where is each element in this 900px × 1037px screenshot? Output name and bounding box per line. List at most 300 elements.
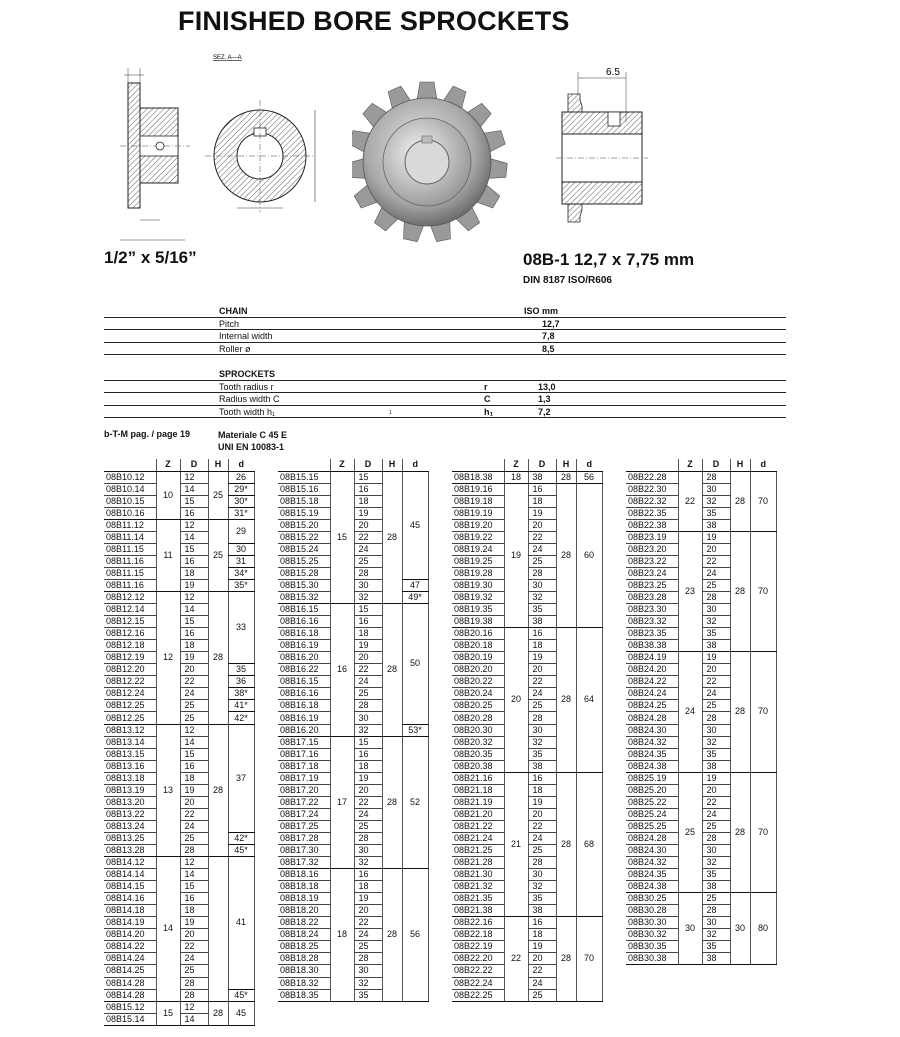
table-row [452,628,602,640]
bore-diameter: 18 [180,567,208,579]
product-code: 08B13.15 [104,748,156,760]
hub-diameter: 41* [228,700,254,712]
hub-diameter: 52 [402,736,428,869]
product-code: 08B18.25 [278,941,330,953]
product-code: 08B21.20 [452,808,504,820]
product-code: 08B10.14 [104,483,156,495]
bore-diameter: 30 [528,579,556,591]
sprocket-spec-table [104,368,786,418]
product-code: 08B30.38 [626,953,678,965]
hub-length: 28 [382,471,402,604]
product-code: 08B15.15 [278,471,330,483]
product-code: 08B23.20 [626,543,678,555]
product-code: 08B18.28 [278,953,330,965]
product-code: 08B24.20 [626,664,678,676]
standards-label: DIN 8187 ISO/R606 [523,275,612,286]
column-header-h: H [208,459,228,471]
product-code: 08B19.25 [452,555,504,567]
bore-diameter: 30 [354,579,382,591]
product-code: 08B20.38 [452,760,504,772]
product-code: 08B20.18 [452,640,504,652]
bore-diameter: 32 [354,857,382,869]
product-code: 08B12.14 [104,604,156,616]
chain-spec-row [104,330,786,343]
bore-diameter: 28 [702,832,730,844]
bore-diameter: 30 [354,845,382,857]
bore-diameter: 22 [354,796,382,808]
bore-diameter: 38 [702,519,730,531]
product-code: 08B19.35 [452,604,504,616]
sprocket-header-label: SPROCKETS [219,369,276,379]
product-code: 08B15.14 [104,1013,156,1025]
product-code: 08B22.30 [626,483,678,495]
bore-diameter: 14 [180,604,208,616]
chain-spec-row [104,343,786,356]
bore-diameter: 32 [354,977,382,989]
sprocket-row-label: Tooth radius r [219,381,274,392]
side-section-drawing [548,62,654,234]
bore-diameter: 30 [528,869,556,881]
product-code: 08B17.30 [278,845,330,857]
sprocket-row-symbol: r [484,381,488,392]
hub-length: 28 [208,592,228,725]
bore-diameter: 32 [354,724,382,736]
hub-diameter: 70 [750,531,776,651]
sprocket-table [626,459,777,965]
teeth-count: 23 [678,531,702,651]
table-row [278,736,428,748]
column-header-z: Z [330,459,354,471]
column-header-h: H [730,459,750,471]
hub-length: 28 [382,736,402,869]
column-header-d: D [354,459,382,471]
product-code: 08B23.32 [626,616,678,628]
bore-diameter: 28 [702,471,730,483]
bore-diameter: 14 [180,483,208,495]
bore-diameter: 30 [702,917,730,929]
chain-unit-label: ISO mm [524,306,559,316]
product-code: 08B11.12 [104,519,156,531]
product-code: 08B21.22 [452,820,504,832]
table-header-row [104,459,254,471]
table-row [104,857,254,869]
hub-diameter: 30* [228,495,254,507]
teeth-count: 17 [330,736,354,869]
table-header-row [452,459,602,471]
product-code: 08B21.35 [452,893,504,905]
bore-diameter: 22 [702,555,730,567]
product-code: 08B24.38 [626,881,678,893]
table-row [452,483,602,495]
product-code: 08B15.24 [278,543,330,555]
bore-diameter: 35 [702,869,730,881]
bore-diameter: 16 [354,616,382,628]
bore-diameter: 22 [528,676,556,688]
teeth-count: 21 [504,772,528,917]
product-code: 08B13.25 [104,832,156,844]
bore-diameter: 24 [180,820,208,832]
product-code: 08B12.15 [104,616,156,628]
hub-diameter: 45 [228,1001,254,1025]
bore-diameter: 15 [180,881,208,893]
material-info [218,429,287,453]
bore-diameter: 20 [702,664,730,676]
bore-diameter: 16 [354,483,382,495]
hub-diameter: 70 [750,652,776,772]
product-code: 08B16.20 [278,652,330,664]
product-code: 08B25.25 [626,820,678,832]
product-code: 08B14.24 [104,953,156,965]
bore-diameter: 16 [180,507,208,519]
sprocket-table-2 [278,459,429,1002]
hub-diameter: 41 [228,857,254,990]
bore-diameter: 28 [528,567,556,579]
bore-diameter: 16 [528,917,556,929]
product-code: 08B16.18 [278,628,330,640]
bore-diameter: 15 [180,748,208,760]
bore-diameter: 15 [354,736,382,748]
hub-length: 30 [730,893,750,965]
product-code: 08B20.24 [452,688,504,700]
hub-diameter: 56 [402,869,428,1002]
product-code: 08B20.16 [452,628,504,640]
product-code: 08B21.30 [452,869,504,881]
bore-diameter: 35 [528,893,556,905]
bore-diameter: 24 [354,676,382,688]
bore-diameter: 19 [354,772,382,784]
bore-diameter: 15 [180,616,208,628]
teeth-count: 13 [156,724,180,857]
product-code: 08B16.15 [278,676,330,688]
hub-diameter: 26 [228,471,254,483]
bore-diameter: 28 [354,832,382,844]
product-code: 08B17.32 [278,857,330,869]
bore-diameter: 20 [354,519,382,531]
table-row [278,869,428,881]
bore-diameter: 19 [528,652,556,664]
hub-length: 28 [556,917,576,1001]
bore-diameter: 19 [180,652,208,664]
product-code: 08B16.19 [278,640,330,652]
teeth-count: 16 [330,604,354,737]
sprocket-row-value: 7,2 [538,406,551,417]
code-column-header [626,459,678,471]
product-code: 08B15.32 [278,592,330,604]
hub-diameter: 80 [750,893,776,965]
teeth-count: 25 [678,772,702,892]
bore-diameter: 24 [702,808,730,820]
bore-diameter: 18 [354,760,382,772]
table-row [626,652,776,664]
bore-diameter: 30 [702,604,730,616]
bore-diameter: 16 [354,748,382,760]
column-header-d: D [528,459,556,471]
code-column-header [278,459,330,471]
bore-diameter: 25 [354,555,382,567]
table-header-row [626,459,776,471]
chain-row-label: Pitch [219,318,240,329]
hub-length: 28 [730,471,750,531]
product-code: 08B17.22 [278,796,330,808]
page-title: FINISHED BORE SPROCKETS [178,6,570,36]
product-code: 08B18.22 [278,917,330,929]
size-inch-label: 1/2” x 5/16” [104,248,197,267]
teeth-count: 11 [156,519,180,591]
hub-length [208,857,228,1002]
hub-diameter: 70 [576,917,602,1001]
sprocket-table-3 [452,459,603,1002]
product-code: 08B21.18 [452,784,504,796]
bore-diameter: 38 [702,953,730,965]
bore-diameter: 15 [354,471,382,483]
product-code: 08B22.18 [452,929,504,941]
bore-diameter: 24 [702,688,730,700]
bore-diameter: 24 [702,567,730,579]
hub-length: 25 [208,471,228,519]
product-code: 08B18.16 [278,869,330,881]
product-code: 08B11.16 [104,579,156,591]
product-code: 08B13.12 [104,724,156,736]
product-code: 08B16.16 [278,688,330,700]
product-code: 08B30.35 [626,941,678,953]
product-code: 08B17.20 [278,784,330,796]
sprocket-row-note: 1 [389,409,392,416]
bore-diameter: 15 [354,604,382,616]
bore-diameter: 20 [528,519,556,531]
bore-diameter: 35 [528,748,556,760]
bore-diameter: 16 [180,628,208,640]
table-row [104,724,254,736]
bore-diameter: 22 [354,531,382,543]
bore-diameter: 25 [702,820,730,832]
product-code: 08B11.16 [104,555,156,567]
width-dimension: 6.5 [606,67,620,78]
hub-diameter: 70 [750,471,776,531]
product-code: 08B16.22 [278,664,330,676]
product-code: 08B17.25 [278,820,330,832]
bore-diameter: 28 [354,700,382,712]
product-code: 08B15.19 [278,507,330,519]
product-code: 08B19.20 [452,519,504,531]
bore-diameter: 12 [180,592,208,604]
bore-diameter: 15 [180,543,208,555]
product-code: 08B24.28 [626,712,678,724]
bore-diameter: 18 [354,495,382,507]
product-code: 08B18.35 [278,989,330,1001]
product-code: 08B14.14 [104,869,156,881]
table-row [278,604,428,616]
bore-diameter: 25 [702,893,730,905]
bore-diameter: 25 [528,989,556,1001]
hub-diameter: 34* [228,567,254,579]
product-code: 08B15.22 [278,531,330,543]
bore-diameter: 32 [702,857,730,869]
bore-diameter: 22 [180,676,208,688]
bore-diameter: 38 [528,471,556,483]
bore-diameter: 38 [528,616,556,628]
bore-diameter: 14 [180,736,208,748]
bore-diameter: 14 [180,1013,208,1025]
teeth-count: 24 [678,652,702,772]
chain-header-label: CHAIN [219,306,248,316]
bore-diameter: 19 [180,579,208,591]
teeth-count: 19 [504,483,528,628]
product-code: 08B18.19 [278,893,330,905]
bore-diameter: 30 [702,483,730,495]
product-code: 08B25.24 [626,808,678,820]
product-code: 08B19.16 [452,483,504,495]
bore-diameter: 14 [180,869,208,881]
sprocket-row-label: Tooth width h₁ [219,406,276,417]
sprocket-spec-row [104,381,786,394]
product-code: 08B22.38 [626,519,678,531]
hub-diameter: 31* [228,507,254,519]
table-row [626,772,776,784]
chain-row-value: 12,7 [542,318,560,329]
code-column-header [452,459,504,471]
bore-diameter: 38 [528,760,556,772]
product-code: 08B14.19 [104,917,156,929]
product-code: 08B24.32 [626,736,678,748]
product-code: 08B20.20 [452,664,504,676]
bore-diameter: 25 [702,579,730,591]
hub-section-drawing [100,48,340,253]
product-code: 08B22.20 [452,953,504,965]
sprocket-table [104,459,255,1026]
product-code: 08B23.25 [626,579,678,591]
product-code: 08B19.32 [452,592,504,604]
bore-diameter: 22 [702,676,730,688]
code-column-header [104,459,156,471]
product-code: 08B20.32 [452,736,504,748]
teeth-count: 18 [504,471,528,483]
bore-diameter: 15 [180,495,208,507]
bore-diameter: 18 [180,772,208,784]
hub-diameter: 68 [576,772,602,917]
teeth-count: 15 [330,471,354,604]
bore-diameter: 35 [702,941,730,953]
product-code: 08B15.28 [278,567,330,579]
product-code: 08B13.14 [104,736,156,748]
product-code: 08B12.22 [104,676,156,688]
product-code: 08B13.18 [104,772,156,784]
bore-diameter: 30 [702,845,730,857]
bore-diameter: 18 [180,640,208,652]
bore-diameter: 25 [528,845,556,857]
product-code: 08B19.24 [452,543,504,555]
bore-diameter: 32 [528,881,556,893]
product-code: 08B20.22 [452,676,504,688]
product-code: 08B12.25 [104,712,156,724]
bore-diameter: 32 [354,592,382,604]
bore-diameter: 25 [702,700,730,712]
product-code: 08B14.20 [104,929,156,941]
product-code: 08B16.20 [278,724,330,736]
product-code: 08B20.28 [452,712,504,724]
product-code: 08B14.22 [104,941,156,953]
bore-diameter: 19 [180,917,208,929]
hub-diameter: 35 [228,664,254,676]
product-code: 08B21.32 [452,881,504,893]
hub-diameter: 30 [228,543,254,555]
bore-diameter: 28 [702,592,730,604]
product-code: 08B12.12 [104,592,156,604]
column-header-d: d [402,459,428,471]
product-code: 08B20.30 [452,724,504,736]
hub-length: 28 [730,652,750,772]
bore-diameter: 19 [354,893,382,905]
hub-diameter: 42* [228,712,254,724]
product-code: 08B11.15 [104,543,156,555]
product-code: 08B20.19 [452,652,504,664]
product-code: 08B17.16 [278,748,330,760]
bore-diameter: 25 [528,700,556,712]
bore-diameter: 30 [702,724,730,736]
bore-diameter: 20 [528,664,556,676]
teeth-count: 15 [156,1001,180,1025]
bore-diameter: 24 [180,953,208,965]
bore-diameter: 35 [528,604,556,616]
bore-diameter: 20 [180,664,208,676]
product-code: 08B18.30 [278,965,330,977]
product-code: 08B17.24 [278,808,330,820]
page-reference: b-T-M pag. / page 19 [104,429,191,439]
sprocket-photo [352,72,512,252]
product-code: 08B20.25 [452,700,504,712]
hub-diameter: 45* [228,989,254,1001]
material-standard: UNI EN 10083-1 [218,442,285,452]
hub-diameter: 50 [402,604,428,724]
sprocket-table [278,459,429,1002]
teeth-count: 30 [678,893,702,965]
product-code: 08B25.20 [626,784,678,796]
bore-diameter: 18 [528,495,556,507]
bore-diameter: 24 [354,808,382,820]
product-code: 08B19.18 [452,495,504,507]
product-code: 08B12.16 [104,628,156,640]
product-code: 08B30.28 [626,905,678,917]
product-code: 08B22.32 [626,495,678,507]
bore-diameter: 18 [528,640,556,652]
product-code: 08B18.24 [278,929,330,941]
bore-diameter: 32 [702,495,730,507]
product-code: 08B14.25 [104,965,156,977]
bore-diameter: 20 [702,543,730,555]
column-header-h: H [556,459,576,471]
bore-diameter: 12 [180,471,208,483]
bore-diameter: 32 [702,929,730,941]
product-code: 08B22.24 [452,977,504,989]
bore-diameter: 25 [354,688,382,700]
sprocket-spec-row [104,406,786,419]
hub-diameter: 35* [228,579,254,591]
bore-diameter: 28 [702,712,730,724]
table-row [626,471,776,483]
bore-diameter: 32 [702,616,730,628]
bore-diameter: 16 [180,893,208,905]
table-row [104,471,254,483]
bore-diameter: 22 [180,808,208,820]
bore-diameter: 16 [528,483,556,495]
product-code: 08B21.38 [452,905,504,917]
product-code: 08B24.38 [626,760,678,772]
bore-diameter: 30 [354,712,382,724]
product-code: 08B24.28 [626,832,678,844]
product-code: 08B14.28 [104,977,156,989]
product-code: 08B15.16 [278,483,330,495]
chain-spec-header [104,305,786,318]
table-row [278,471,428,483]
